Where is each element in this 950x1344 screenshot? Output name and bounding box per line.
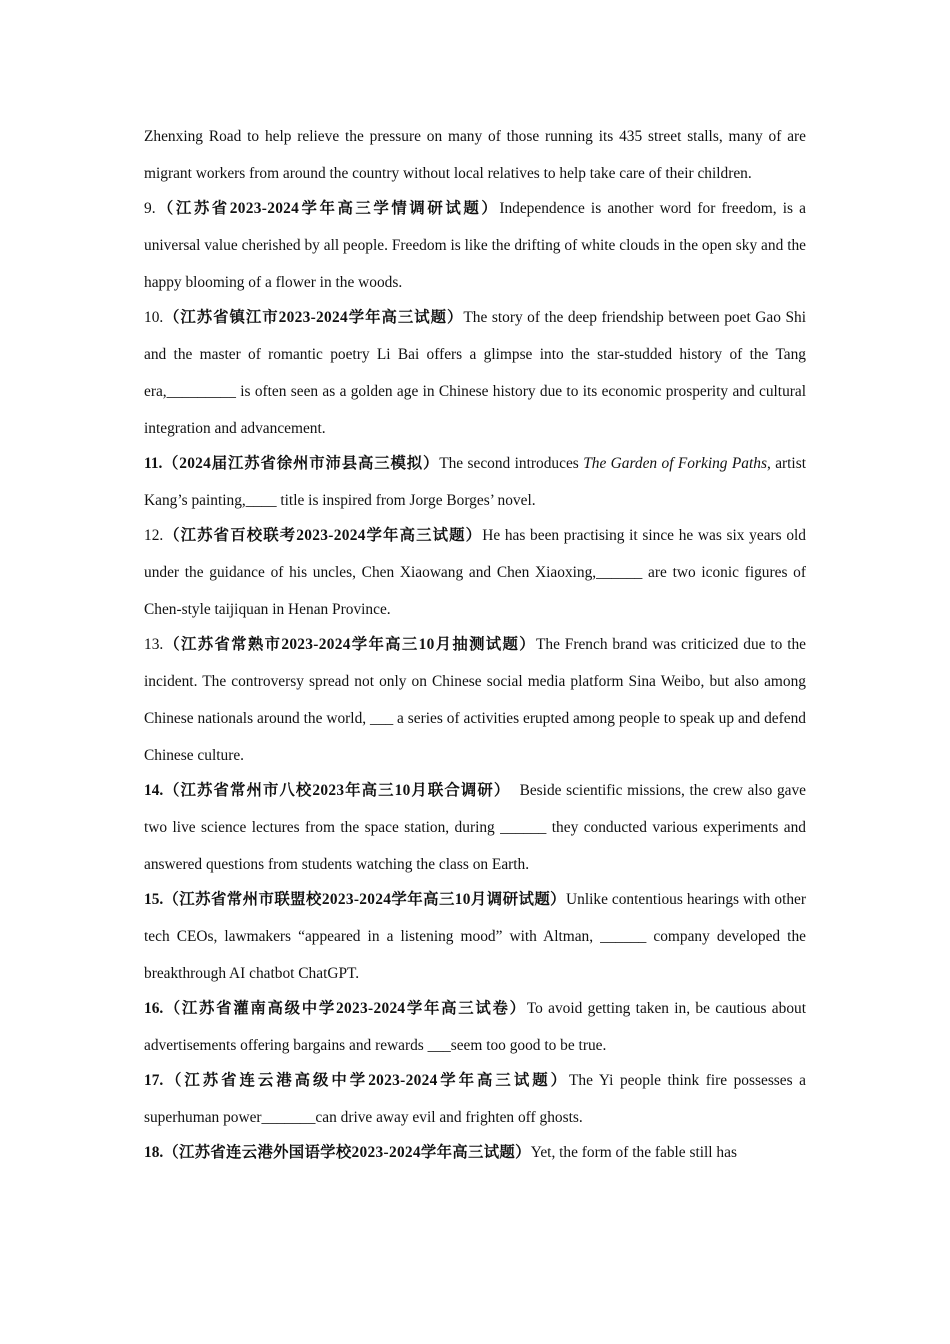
question-text: The story of the deep friendship between poet Gao Shi and the master of romantic poetry Li Bai offers a glimpse into the star-studded history of the Tang era, [144,309,806,400]
question-text: a series of activities erupted among people to speak up and defend Chinese culture. [144,710,806,764]
question-text: To avoid getting taken in, be cautious about advertisements offering bargains and rewards [144,1000,806,1054]
question-text: Independence is another word for freedom, is a universal value cherished by all people. Freedom is like the drifting of white clouds in the open sky and the happy blooming of a flower in the woods. [144,200,806,291]
question-item [144,190,806,301]
question-text: are two iconic figures of Chen-style taijiquan in Henan Province. [144,564,806,618]
question-text: can drive away evil and frighten off ghosts. [315,1109,583,1126]
question-item [144,299,806,447]
question-number: 10. [144,309,164,326]
question-source: （江苏省灌南高级中学2023-2024学年高三试卷） [163,1000,527,1017]
question-number: 14. [144,782,164,799]
question-number: 13. [144,636,164,653]
question-source: （2024届江苏省徐州市沛县高三模拟） [162,455,440,472]
question-text: company developed the breakthrough AI chatbot ChatGPT. [144,928,806,982]
question-item [144,772,810,883]
question-text: , artist Kang’s painting, [144,455,806,509]
question-source: （江苏省常熟市2023-2024学年高三10月抽测试题） [163,636,536,653]
question-source: （江苏省百校联考2023-2024学年高三试题） [163,527,483,544]
question-text: The Yi people think fire possesses a superhuman power [144,1072,806,1126]
question-source: （江苏省连云港高级中学2023-2024学年高三试题） [163,1072,569,1089]
question-text: Zhenxing Road to help relieve the pressure on many of those running its 435 street stalls, many of are migrant workers from around the country without local relatives to help take care of their children. [144,128,806,182]
question-text: title is inspired from Jorge Borges’ novel. [276,492,536,509]
question-number: 15. [144,891,164,908]
question-item [144,118,806,192]
question-item [144,626,806,774]
question-number: 17. [144,1072,164,1089]
question-text: seem too good to be true. [450,1037,607,1054]
question-text: He has been practising it since he was six years old under the guidance of his uncles, Chen Xiaowang and Chen Xiaoxing, [144,527,806,581]
question-item [144,1134,806,1171]
answer-blank: _______ [261,1109,316,1126]
answer-blank: ___ [427,1037,451,1054]
question-source: （江苏省连云港外国语学校2023-2024学年高三试题） [163,1144,531,1161]
answer-blank: ______ [600,928,647,945]
question-text: Beside scientific missions, the crew also gave two live science lectures from the space station, during [144,782,810,836]
question-item [144,445,806,519]
question-source: （江苏省镇江市2023-2024学年高三试题） [163,309,464,326]
question-text: is often seen as a golden age in Chinese history due to its economic prosperity and cultural integration and advancement. [144,383,806,437]
question-text: they conducted various experiments and answered questions from students watching the class on Earth. [144,819,806,873]
novel-title: The Garden of Forking Paths [583,455,767,472]
question-source: （江苏省常州市八校2023年高三10月联合调研） [163,782,511,799]
question-text: Yet, the form of the fable still has [530,1144,737,1161]
question-item [144,990,806,1064]
answer-blank: ____ [245,492,277,509]
answer-blank: ______ [596,564,643,581]
question-text: The second introduces [439,455,584,472]
document-page [144,118,810,1171]
question-text: The French brand was criticized due to the incident. The controversy spread not only on Chinese social media platform Sina Weibo, but also among Chinese nationals around the world, [144,636,806,727]
question-number: 18. [144,1144,164,1161]
question-source: （江苏省常州市联盟校2023-2024学年高三10月调研试题） [163,891,567,908]
question-item [144,881,806,992]
question-item [144,1062,806,1136]
question-item [144,517,806,628]
answer-blank: _________ [166,383,236,400]
question-number: 11. [144,455,163,472]
question-number: 12. [144,527,164,544]
question-text: Unlike contentious hearings with other tech CEOs, lawmakers “appeared in a listening mood” with Altman, [144,891,806,945]
answer-blank: ___ [370,710,394,727]
question-source: （江苏省2023-2024学年高三学情调研试题） [155,200,500,217]
question-number: 9. [144,200,156,217]
question-number: 16. [144,1000,164,1017]
answer-blank: ______ [500,819,547,836]
